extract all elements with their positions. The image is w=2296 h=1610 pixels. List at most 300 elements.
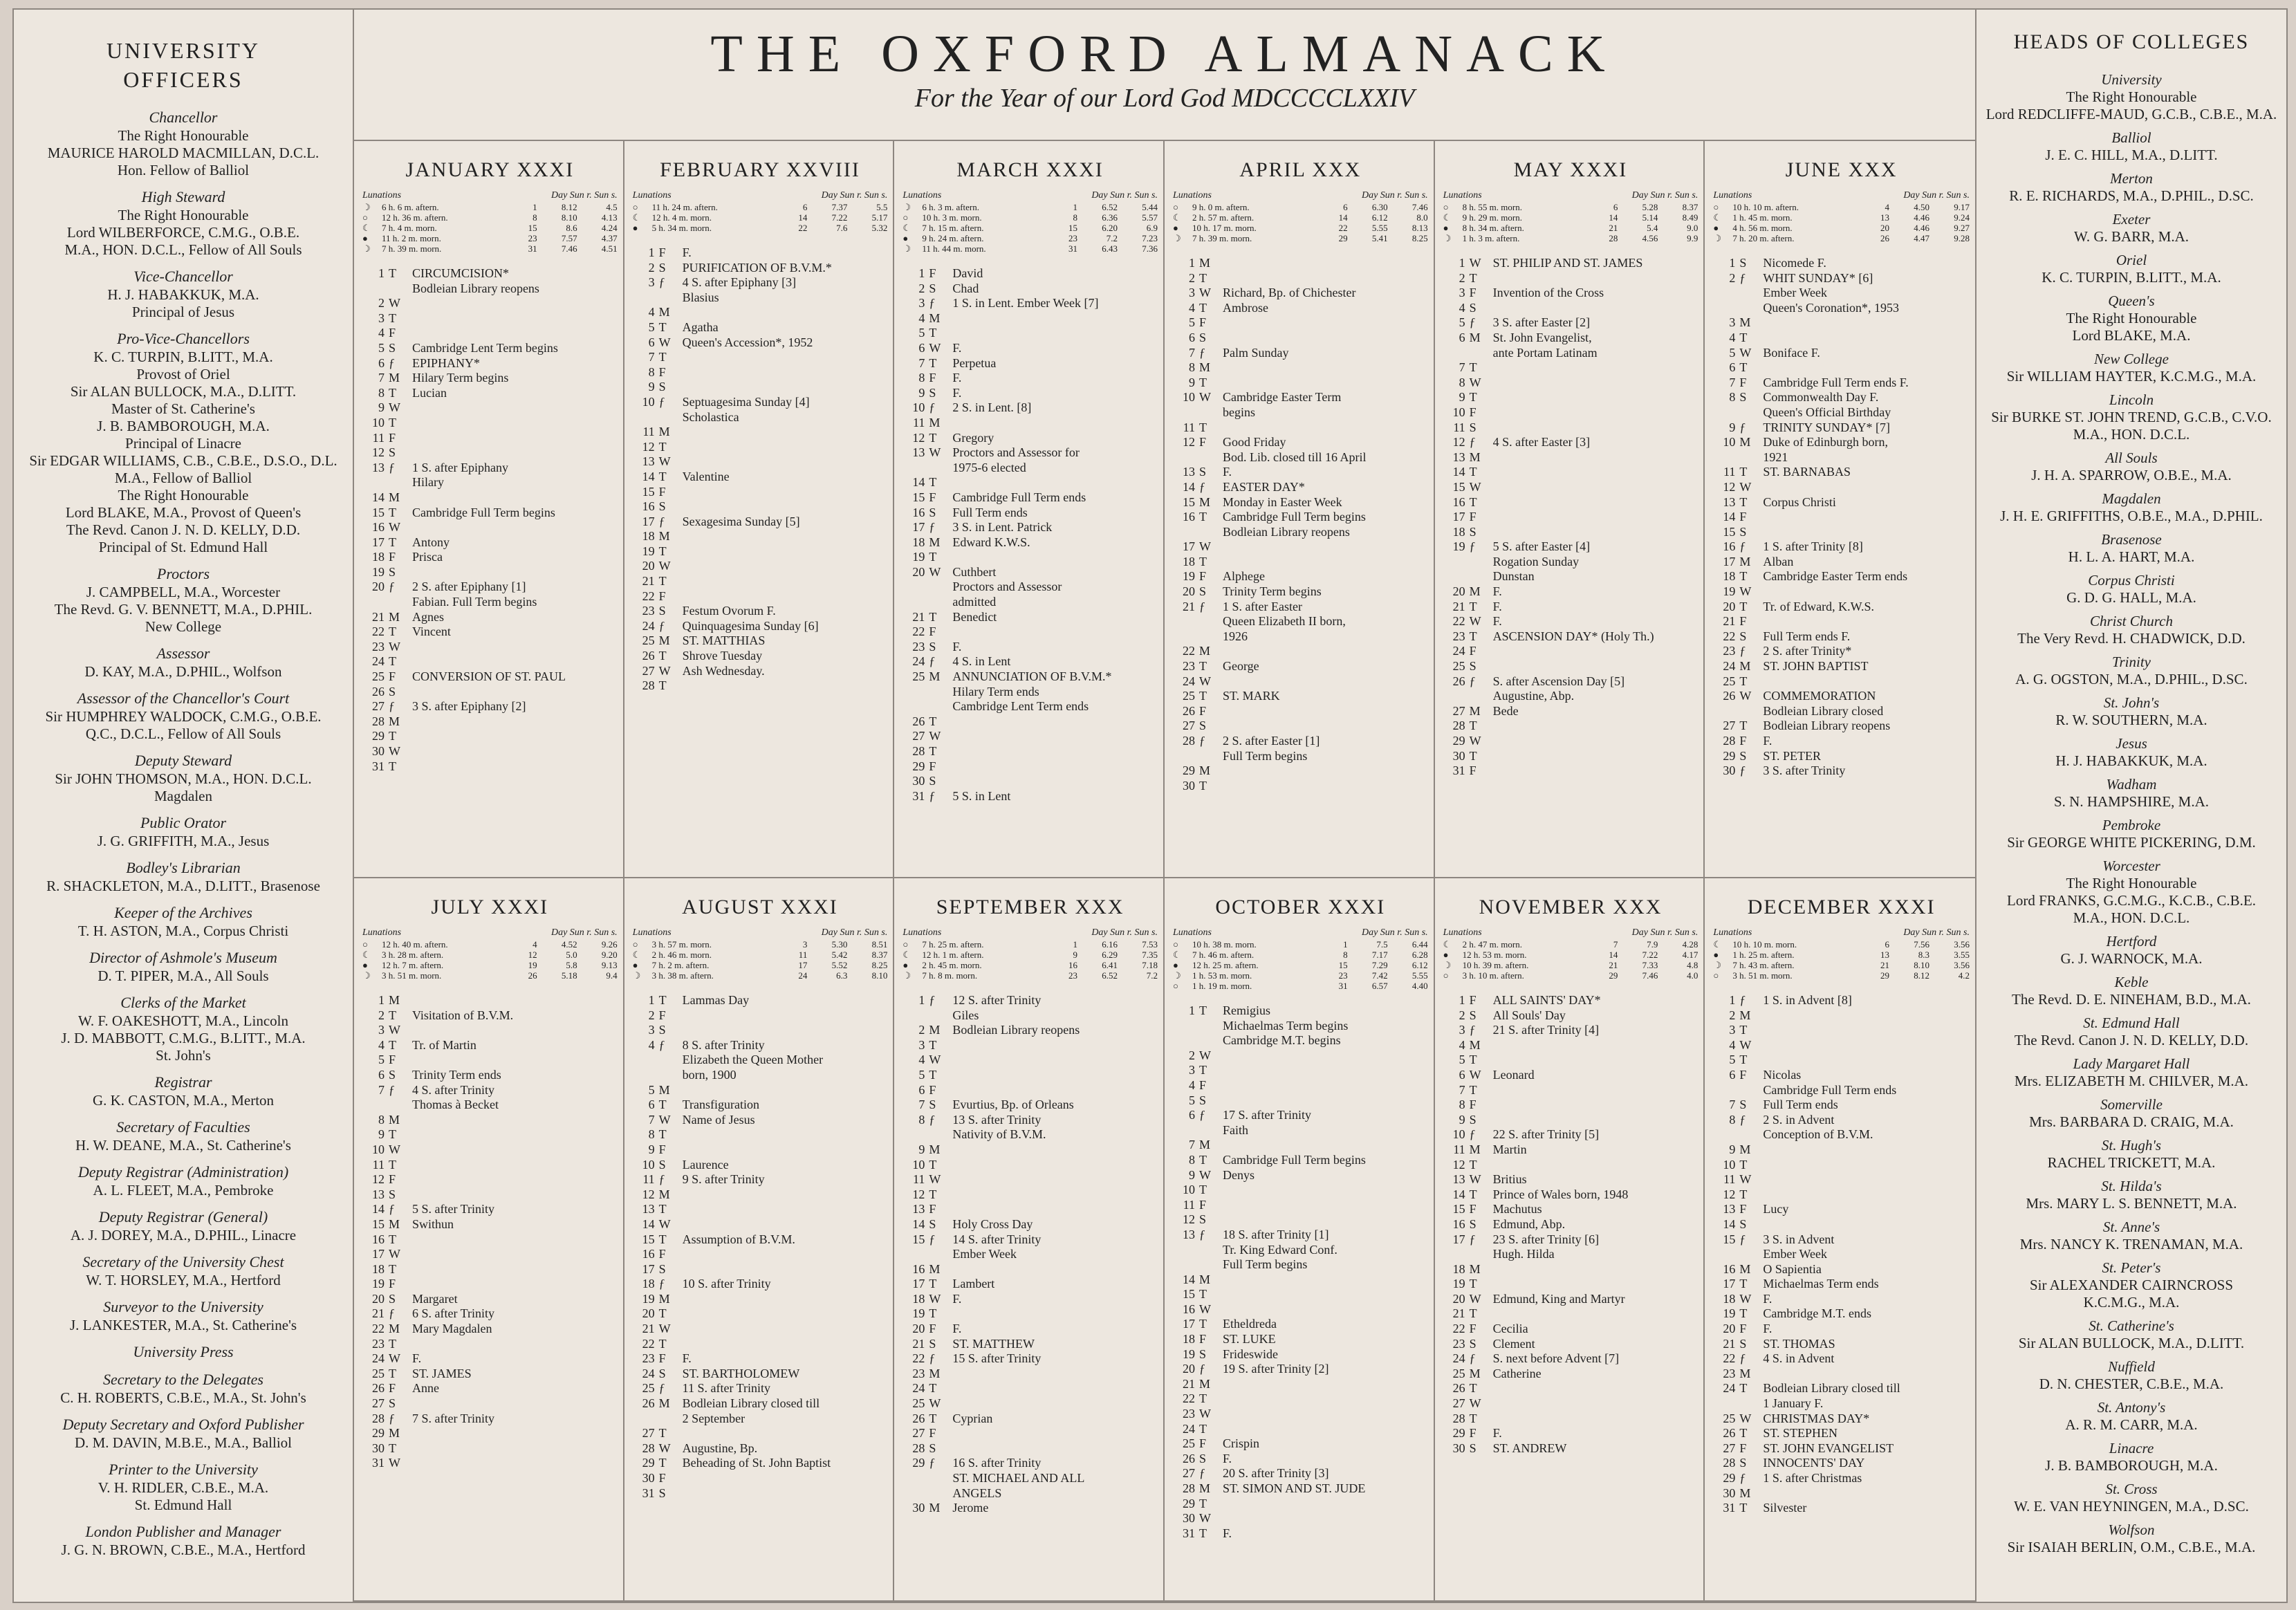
day-event: 1 S. after Christmas [1763,1471,1862,1485]
day-number: 21 [1723,614,1736,629]
day-row [1713,256,1970,271]
day-number: 3 [918,296,925,311]
day-number: 30 [372,744,385,758]
weekday: T [658,1098,667,1112]
lunations-header [362,927,618,939]
day-event: Cambridge Full Term ends F. [1763,375,1909,389]
weekday: T [1739,1306,1748,1321]
day-number: 27 [912,1426,925,1441]
day-row [633,1113,888,1128]
day-event: Full Term begins [1222,1257,1308,1272]
weekday: T [1198,1496,1207,1510]
weekday: T [929,430,937,445]
day-number: 20 [372,1291,385,1306]
lunation-time: 3 h. 51 m. morn. [382,970,442,981]
officer-entry [21,1415,346,1452]
day-event: ST. LUKE [1222,1332,1276,1347]
weekday: T [929,1411,937,1425]
day-row [1173,555,1428,570]
sunset: 9.0 [1687,223,1698,233]
day-row [1173,1391,1428,1407]
sunset: 3.55 [1954,950,1970,960]
weekday: M [929,1023,941,1037]
day-event: 2 S. after Epiphany [1] [412,580,526,594]
day-event: Proctors and Assessor for [952,445,1080,460]
day-event: Margaret [412,1291,458,1306]
day-row [902,326,1158,341]
day-event [1493,301,1698,316]
day-row [1443,764,1698,779]
lunation-day: 29 [1609,970,1618,981]
day-row [1713,764,1970,779]
sunrise: 5.4 [1647,223,1658,233]
day-number: 19 [1182,569,1195,584]
moon-phase-icon: ☾ [1443,939,1452,950]
day-number: 29 [912,1456,925,1470]
weekday: F [1198,569,1206,584]
weekday: T [1469,1277,1477,1291]
days-list [1173,256,1428,793]
moon-phase-icon: ● [632,960,638,970]
day-row [1443,1158,1698,1173]
day-event [412,1172,618,1187]
weekday: T [658,320,667,334]
college-name: St. Hilda's [2101,1178,2162,1194]
office-holder: Principal of Jesus [131,304,235,320]
office-title: Deputy Registrar (Administration) [77,1163,289,1181]
weekday: T [1739,494,1748,509]
day-row [633,1367,888,1382]
moon-phase-icon: ○ [362,212,368,223]
day-row [362,356,618,371]
day-event [1763,674,1970,690]
lunation-day: 23 [528,233,537,243]
day-row [1443,1322,1698,1337]
day-row [902,1038,1158,1053]
weekday: M [1739,1486,1751,1500]
office-holder: J. D. MABBOTT, C.M.G., B.LITT., M.A. [61,1030,306,1046]
weekday: ƒ [389,1411,395,1425]
day-row [1173,1511,1428,1526]
lunation-time: 10 h. 10 m. aftern. [1732,202,1799,212]
weekday: T [1739,674,1748,688]
day-row [633,350,888,365]
weekday: W [658,663,671,678]
day-number: 18 [372,1261,385,1276]
sunrise: 7.46 [561,243,577,254]
day-row [1713,734,1970,749]
office-title: Deputy Secretary and Oxford Publisher [62,1416,304,1433]
college-head: R. W. SOUTHERN, M.A. [2055,712,2207,728]
day-event [952,774,1158,789]
day-event [1223,1138,1428,1153]
day-row [902,431,1158,446]
day-number: 24 [1723,1381,1736,1396]
day-number: 15 [642,484,655,499]
day-number: 13 [372,460,385,474]
lunation-time: 7 h. 43 m. aftern. [1732,960,1795,970]
college-entry [1982,612,2281,647]
day-row [362,759,618,775]
day-number: 20 [642,1306,655,1321]
day-number: 11 [1723,1172,1736,1187]
college-head: H. L. A. HART, M.A. [2068,548,2195,565]
weekday: T [1739,1277,1748,1291]
day-number: 28 [1452,719,1465,733]
day-event [683,454,888,470]
weekday: M [1739,315,1751,330]
day-row [362,1337,618,1352]
day-event [952,1306,1158,1322]
weekday: ƒ [658,275,665,290]
day-event: TRINITY SUNDAY* [7] [1763,420,1890,434]
weekday: M [929,415,941,429]
office-title: Secretary to the Delegates [103,1371,263,1388]
officer-entry [21,1297,346,1334]
day-row [633,1322,888,1337]
college-name: Brasenose [2101,531,2162,548]
day-row [362,520,618,535]
day-number: 20 [1182,1362,1195,1376]
lunation-time: 2 h. 46 m. morn. [651,950,712,960]
day-number: 26 [1452,1381,1465,1396]
lunation-time: 10 h. 3 m. morn. [922,212,982,223]
day-row [1173,1302,1428,1317]
day-row [1173,674,1428,690]
office-holder: D. T. PIPER, M.A., All Souls [98,968,269,984]
sunset: 5.32 [871,223,888,233]
day-event: Ember Week [1763,1247,1828,1261]
day-event [683,1202,888,1217]
day-row [362,1083,618,1098]
weekday: ƒ [929,1232,936,1246]
day-row [1443,271,1698,286]
day-number: 28 [1723,1456,1736,1470]
day-row [1713,1306,1970,1322]
day-row [362,281,618,297]
weekday: F [929,371,936,385]
day-row [1713,1127,1970,1142]
sunrise: 8.12 [561,202,577,212]
day-number: 16 [1182,1302,1195,1316]
day-number: 22 [642,1336,655,1351]
day-number: 5 [918,326,925,340]
day-number: 1 [648,993,655,1007]
weekday: T [1198,554,1207,568]
lunation-day: 14 [798,212,808,223]
day-event: Bodleian Library closed [1763,703,1884,718]
lunation-time: 2 h. 57 m. aftern. [1192,212,1255,223]
day-row [1713,510,1970,525]
sunset: 7.46 [1411,202,1428,212]
month-panel [354,141,624,878]
day-event [1493,525,1698,540]
day-number: 25 [912,1396,925,1411]
day-row [1443,331,1698,346]
officers-heading [21,36,346,94]
weekday: W [658,335,671,349]
lunation-row [902,223,1158,233]
day-event: Proctors and Assessor [952,580,1062,594]
day-number: 28 [642,1441,655,1455]
day-event [1493,1306,1698,1322]
day-row [902,416,1158,431]
day-event [1223,539,1428,555]
day-event: Alban [1763,554,1794,568]
day-row [1173,480,1428,495]
lunations-label: Lunations [1443,190,1482,201]
day-row [902,371,1158,386]
weekday: W [389,1023,400,1037]
weekday: T [1469,465,1477,479]
moon-phase-icon: ● [1172,960,1178,970]
weekday: M [1198,1272,1210,1286]
day-event: 10 S. after Trinity [682,1277,771,1291]
day-number: 2 [1459,1008,1465,1022]
day-event: F. [1763,1322,1772,1336]
university-officers-column [14,10,354,1602]
day-event: ST. ANDREW [1492,1441,1567,1455]
college-name: Christ Church [2090,613,2173,629]
weekday: T [389,1441,396,1455]
lunation-row [1173,950,1428,960]
day-event: EPIPHANY* [412,355,481,370]
almanack-sheet [12,8,2288,1603]
day-row [902,1292,1158,1307]
day-row [1713,1038,1970,1053]
day-event [412,520,618,535]
officer-entry [21,267,346,321]
day-event: Monday in Easter Week [1222,494,1342,509]
weekday: W [1739,1291,1752,1306]
day-event: 3 S. in Advent [1763,1232,1835,1246]
moon-phase-icon: ○ [902,939,909,950]
weekday: ƒ [1198,599,1205,613]
moon-phase-icon: ● [1713,950,1719,960]
office-holder: W. T. HORSLEY, M.A., Hertford [86,1272,281,1288]
moon-phase-icon: ☽ [1172,970,1181,981]
moon-phase-icon: ○ [632,939,638,950]
weekday: S [1469,1336,1476,1351]
sunrise: 6.29 [1102,950,1118,960]
sunrise: 5.18 [561,970,577,981]
day-event: O Sapientia [1763,1261,1822,1276]
day-number: 13 [1452,450,1465,464]
day-event [412,1232,618,1248]
weekday: ƒ [1469,315,1476,330]
day-row [902,729,1158,744]
day-number: 12 [642,1187,655,1201]
office-holder: K. C. TURPIN, B.LITT., M.A. [93,349,273,365]
day-number: 16 [1452,1216,1465,1231]
day-event: Queen's Coronation*, 1953 [1763,300,1900,315]
weekday: ƒ [389,1082,395,1097]
lunation-row [1443,223,1698,233]
college-entry [1982,169,2281,205]
day-number: 9 [918,1142,925,1156]
weekday: S [1198,1093,1206,1107]
weekday: F [1198,315,1206,330]
day-row [1443,1337,1698,1352]
weekday: T [1469,1082,1477,1097]
day-number: 7 [1459,360,1465,375]
weekday: T [1739,1187,1748,1201]
weekday: T [1469,1053,1477,1067]
sunrise: 6.52 [1102,970,1118,981]
month-name: NOVEMBER XXX [1479,896,1663,918]
lunation-time: 1 h. 53 m. morn. [1192,970,1252,981]
moon-phase-icon: ○ [902,212,909,223]
day-row [362,1277,618,1292]
weekday: F [929,1202,936,1216]
lunations-label: Lunations [1713,190,1752,201]
day-number: 30 [912,774,925,788]
day-number: 15 [372,505,385,519]
day-row [362,461,618,476]
day-row [902,266,1158,281]
day-row [1173,764,1428,779]
day-event: Michaelmas Term ends [1763,1277,1879,1291]
sunrise: 6.57 [1371,981,1388,991]
day-event: 3 S. in Lent. Patrick [952,520,1053,535]
sunset: 8.51 [871,939,888,950]
lunation-time: 3 h. 28 m. aftern. [382,950,444,960]
day-row [1713,435,1970,450]
weekday: W [929,445,941,460]
weekday: F [1198,703,1206,718]
day-row [633,993,888,1008]
weekday: S [929,639,936,654]
day-number: 1 [1459,993,1465,1007]
lunations-label: Lunations [1713,927,1752,938]
day-row [902,1142,1158,1158]
officer-entry [21,1252,346,1289]
lunations-label: Lunations [1172,927,1212,938]
office-title: London Publisher and Manager [85,1523,281,1540]
moon-phase-icon: ☾ [1443,212,1452,223]
weekday: F [929,1082,936,1097]
day-number: 10 [642,394,655,409]
day-event: 16 S. after Trinity [952,1456,1041,1470]
college-head: The Right Honourable [2066,89,2197,105]
day-row [902,1158,1158,1173]
weekday: W [1198,1167,1211,1182]
moon-phase-icon: ☽ [1713,233,1721,243]
college-head: K. C. TURPIN, B.LITT., M.A. [2042,269,2221,286]
day-number: 31 [912,788,925,803]
day-number: 30 [1182,1511,1195,1526]
lunation-row [633,970,888,981]
day-number: 13 [1182,465,1195,479]
day-event: Cyprian [952,1411,993,1425]
day-number: 21 [372,609,385,624]
weekday: S [929,281,936,295]
day-event: Bod. Lib. closed till 16 April [1222,450,1367,464]
day-event: Bodleian Library closed till [682,1396,820,1411]
day-event [1223,1377,1428,1392]
day-event: Cambridge Full Term begins [1222,1152,1366,1167]
day-number: 10 [912,1157,925,1172]
weekday: T [1469,270,1477,285]
weekday: W [658,454,671,469]
day-number: 29 [1182,1496,1195,1510]
day-number: 24 [372,654,385,669]
day-number: 3 [1729,1023,1736,1037]
day-number: 27 [372,699,385,714]
day-event: 22 S. after Trinity [5] [1492,1127,1600,1142]
day-number: 4 [918,311,925,325]
sunset: 5.57 [1142,212,1158,223]
day-number: 14 [912,1216,925,1231]
sunrise: 4.46 [1914,223,1929,233]
day-row [1173,1212,1428,1228]
lunations-header [1443,927,1698,939]
day-number: 26 [372,1381,385,1396]
weekday [659,410,683,425]
lunation-day: 8 [1343,950,1348,960]
day-row [633,1083,888,1098]
lunation-row [1173,970,1428,981]
weekday: M [1469,330,1481,344]
day-event: Full Term ends [952,505,1028,519]
weekday: T [1469,1187,1477,1201]
weekday [929,1471,952,1486]
weekday: F [1198,1436,1206,1451]
day-number [362,281,389,297]
weekday: T [1469,719,1477,733]
day-event [952,624,1158,640]
day-event: 1921 [1763,450,1788,464]
day-event [683,1127,888,1142]
day-row [1443,539,1698,555]
day-event: Edward K.W.S. [952,535,1030,549]
weekday: S [1739,1216,1747,1231]
lunation-time: 11 h. 44 m. morn. [922,243,986,254]
sun-label: Day Sun r. Sun s. [1091,927,1158,938]
day-event: 5 S. after Trinity [412,1202,495,1216]
day-row [1443,569,1698,584]
day-row [633,1172,888,1187]
weekday: M [1739,1261,1751,1276]
moon-phase-icon: ○ [1172,202,1178,212]
day-event: 7 S. after Trinity [412,1411,495,1425]
sunrise: 7.37 [831,202,848,212]
day-row [1173,346,1428,361]
day-number: 9 [378,400,385,415]
day-number: 21 [1182,599,1195,613]
weekday: ƒ [929,400,936,415]
day-row [362,1098,618,1113]
day-row [902,281,1158,297]
sunset: 9.26 [601,939,618,950]
weekday [1199,450,1223,465]
sunrise: 5.14 [1642,212,1658,223]
sunrise: 7.56 [1914,939,1929,950]
weekday: T [658,1456,667,1470]
day-row [902,1262,1158,1277]
day-row [633,649,888,664]
day-number [362,595,389,610]
college-entry [1982,973,2281,1008]
day-number: 19 [372,1277,385,1291]
weekday: T [658,1127,667,1142]
day-number: 5 [648,1082,655,1097]
office-title: Printer to the University [109,1461,258,1478]
day-number: 21 [372,1306,385,1321]
day-event: Cuthbert [952,564,997,579]
day-row [362,1217,618,1232]
day-event: Hilary Term ends [952,684,1039,698]
